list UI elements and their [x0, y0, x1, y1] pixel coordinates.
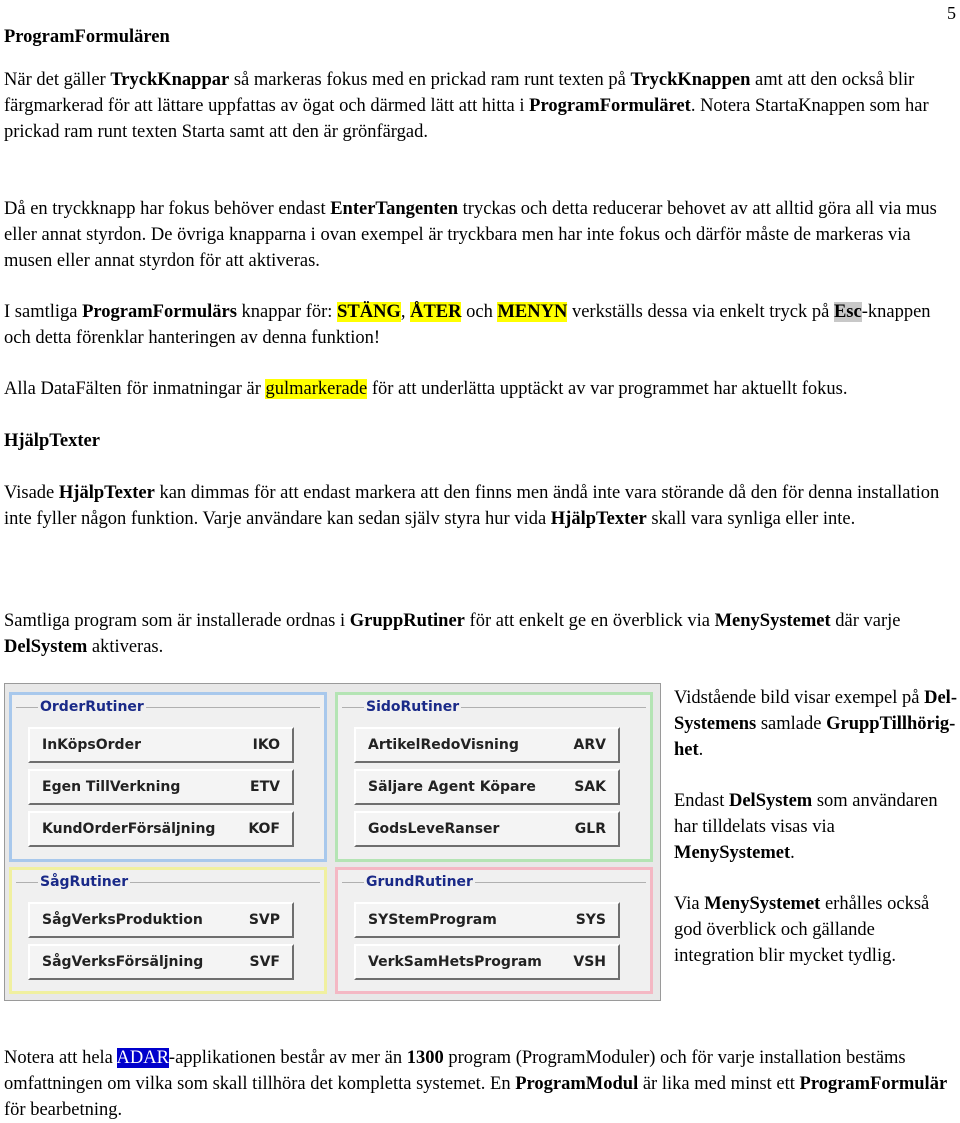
paragraph-adar: Notera att hela ADAR-applikationen består av mer än 1300 program (ProgramModuler) och för varje installation bestäms omfattningen om vilka som skall tillhöra det kompletta systemet. En ProgramModul är lika med minst ett ProgramFormulär för bearbetning.	[4, 1048, 948, 1120]
group-grundrutiner	[335, 867, 653, 994]
paragraph-hjalptexter: Visade HjälpTexter kan dimmas för att endast markera att den finns men ändå inte vara störande då den för denna installation inte fyller någon funktion. Varje användare kan sedan själv styra hur vida HjälpTexter skall vara synliga eller inte.	[4, 483, 940, 529]
side-paragraph-3: Via MenySystemet erhålles också god överblick och gällande integration blir mycket tydlig.	[674, 894, 930, 966]
paragraph-tryckknappar: När det gäller TryckKnappar så markeras fokus med en prickad ram runt texten på TryckKnappen amt att den också blir färgmarkerad för att lättare uppfattas av ögat och därmed lätt att hitta i ProgramFormuläret. Notera StartaKnappen som har prickad ram runt texten Starta samt att den är grönfärgad.	[4, 70, 929, 142]
group-orderrutiner	[9, 692, 327, 862]
group-title: SidoRutiner	[366, 699, 460, 715]
side-paragraph-2: Endast DelSystem som användaren har tilldelats visas via MenySystemet.	[674, 791, 938, 863]
button-egen-tillverkning[interactable]: Egen TillVerkning ETV	[28, 769, 294, 805]
page-number: 5	[947, 3, 956, 23]
section-heading: ProgramFormulären	[4, 27, 170, 47]
button-godsleveranser[interactable]: GodsLeveRanser GLR	[354, 811, 620, 847]
button-sagverksproduktion[interactable]: SågVerksProduktion SVP	[28, 902, 294, 938]
button-kundorderforsaljning[interactable]: KundOrderFörsäljning KOF	[28, 811, 294, 847]
button-inkopsorder[interactable]: InKöpsOrder IKO	[28, 727, 294, 763]
button-verksamhetsprogram[interactable]: VerkSamHetsProgram VSH	[354, 944, 620, 980]
button-systemprogram[interactable]: SYStemProgram SYS	[354, 902, 620, 938]
button-sagverksforsaljning[interactable]: SågVerksFörsäljning SVF	[28, 944, 294, 980]
group-title: OrderRutiner	[40, 699, 144, 715]
side-paragraph-1: Vidstående bild visar exempel på Del- Systemens samlade GruppTillhörig-het.	[674, 688, 957, 760]
section-heading-hjalptexter: HjälpTexter	[4, 431, 100, 451]
paragraph-entertangent: Då en tryckknapp har fokus behöver endast EnterTangenten tryckas och detta reducerar behovet av att alltid göra all via mus eller annat styrdon. De övriga knapparna i ovan exempel är tryckbara men har inte fokus och därför måste de markeras via musen eller annat styrdon för att aktiveras.	[4, 199, 937, 271]
button-saljare-agent-kopare[interactable]: Säljare Agent Köpare SAK	[354, 769, 620, 805]
button-artikelredovisning[interactable]: ArtikelRedoVisning ARV	[354, 727, 620, 763]
group-title: GrundRutiner	[366, 874, 473, 890]
menu-groups-screenshot	[4, 683, 661, 1001]
paragraph-esc: I samtliga ProgramFormulärs knappar för: STÄNG, ÅTER och MENYN verkställs dessa via enkelt tryck på Esc-knappen och detta förenklar hanteringen av denna funktion!	[4, 302, 931, 348]
group-sidorutiner	[335, 692, 653, 862]
group-sagrutiner	[9, 867, 327, 994]
paragraph-datafalten: Alla DataFälten för inmatningar är gulmarkerade för att underlätta upptäckt av var programmet har aktuellt fokus.	[4, 379, 848, 399]
group-title: SågRutiner	[40, 874, 129, 890]
paragraph-grupprutiner: Samtliga program som är installerade ordnas i GruppRutiner för att enkelt ge en överblick via MenySystemet där varje DelSystem aktiveras.	[4, 611, 901, 657]
